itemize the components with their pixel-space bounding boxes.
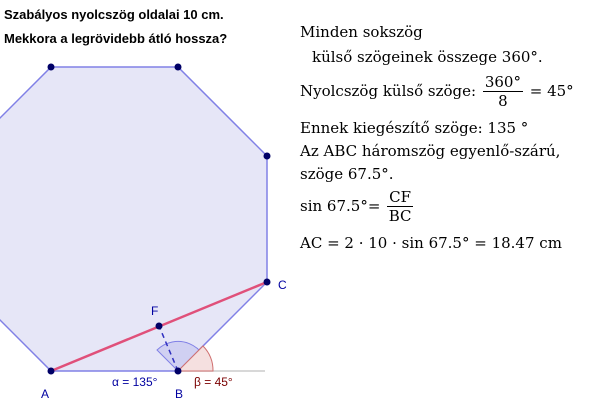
label-F: F [151, 304, 159, 318]
vertex-point [264, 153, 271, 160]
label-A: A [41, 387, 50, 401]
exterior-angle-label: Nyolcszög külső szöge: [300, 82, 477, 100]
label-C: C [278, 278, 287, 292]
vertex-point-A [48, 368, 55, 375]
fraction-denominator: BC [388, 207, 412, 225]
point-F [156, 323, 163, 330]
fraction-numerator: 360° [484, 73, 521, 91]
solution-line-2: külső szögeinek összege 360°. [312, 48, 543, 66]
exterior-angle-result: = 45° [529, 82, 574, 100]
solution-line-8: AC = 2 · 10 · sin 67.5° = 18.47 cm [300, 234, 562, 252]
vertex-point [48, 64, 55, 71]
problem-line-2: Mekkora a legrövidebb átló hossza? [4, 31, 228, 46]
solution-line-6: szöge 67.5°. [300, 165, 394, 183]
solution-line-3 [300, 74, 574, 110]
beta-label: β = 45° [194, 375, 233, 389]
fraction-CF-over-BC [387, 189, 413, 225]
alpha-label: α = 135° [112, 375, 158, 389]
solution-line-7 [300, 189, 415, 225]
vertex-point-C [264, 279, 271, 286]
fraction-denominator: 8 [498, 92, 508, 110]
sine-label: sin 67.5°= [300, 197, 381, 215]
vertex-point-B [175, 368, 182, 375]
vertex-point [175, 64, 182, 71]
fraction-360-over-8 [483, 74, 523, 110]
solution-line-5: Az ABC háromszög egyenlő-szárú, [300, 142, 561, 160]
fraction-numerator: CF [389, 188, 412, 206]
solution-line-4: Ennek kiegészítő szöge: 135 ° [300, 119, 529, 137]
solution-line-1: Minden sokszög [300, 23, 423, 41]
label-B: B [175, 387, 184, 401]
octagon [0, 67, 267, 371]
problem-line-1: Szabályos nyolcszög oldalai 10 cm. [4, 7, 224, 22]
